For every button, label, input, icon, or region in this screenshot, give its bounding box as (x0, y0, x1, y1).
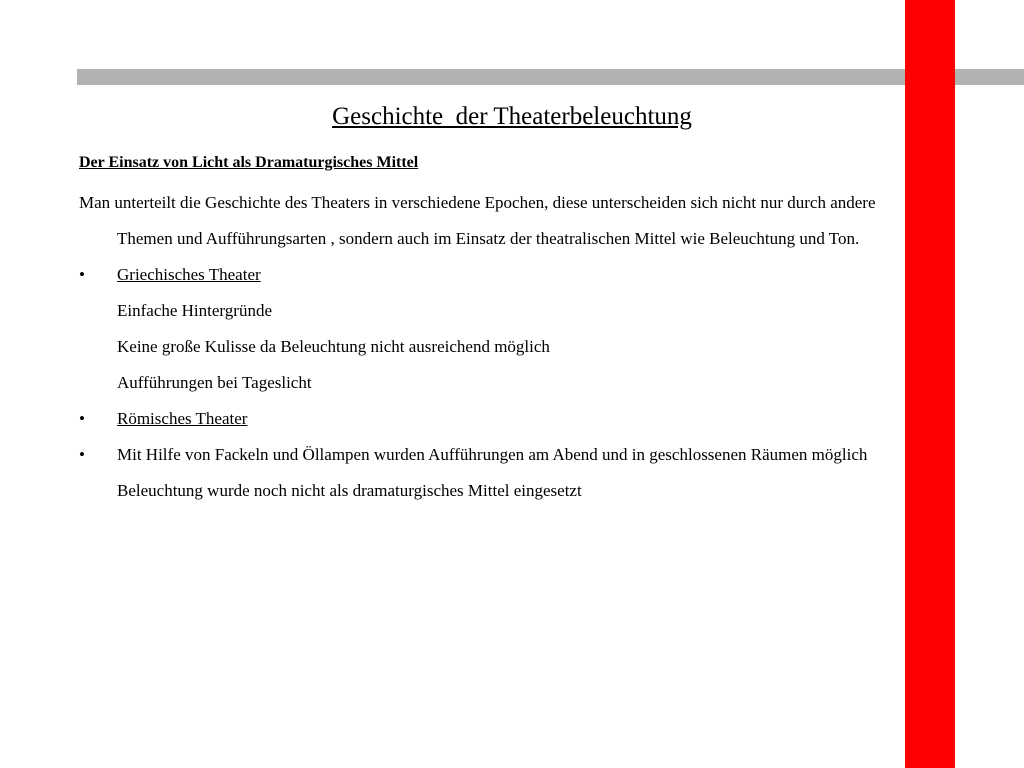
bullet-heading: Griechisches Theater (117, 265, 261, 284)
bullet-item-griechisches-theater (79, 257, 894, 401)
bullet-subline: Beleuchtung wurde noch nicht als dramaturgisches Mittel eingesetzt (117, 481, 582, 500)
intro-paragraph: Man unterteilt die Geschichte des Theaters in verschiedene Epochen, diese unterscheiden sich nicht nur durch andere Themen und Aufführungsarten , sondern auch im Einsatz der theatralischen Mittel wie Beleuchtung und Ton. (79, 193, 876, 248)
bullet-icon: • (79, 445, 85, 464)
slide-body (79, 185, 894, 509)
bullet-icon: • (79, 409, 85, 428)
bullet-heading: Römisches Theater (117, 409, 248, 428)
bullet-subline: Keine große Kulisse da Beleuchtung nicht ausreichend möglich (117, 337, 550, 356)
bullet-item-fackeln (79, 437, 894, 509)
bullet-item-roemisches-theater (79, 401, 894, 437)
slide-title: Geschichte der Theaterbeleuchtung (332, 103, 692, 130)
bullet-subline: Einfache Hintergründe (117, 301, 272, 320)
bullet-text: Mit Hilfe von Fackeln und Öllampen wurden Aufführungen am Abend und in geschlossenen Räumen möglich (117, 445, 868, 464)
horizontal-rule-bar (77, 69, 1024, 85)
slide-subtitle: Der Einsatz von Licht als Dramaturgisches Mittel (79, 154, 419, 171)
bullet-icon: • (79, 265, 85, 284)
bullet-subline: Aufführungen bei Tageslicht (117, 373, 312, 392)
bullet-list (79, 257, 894, 509)
